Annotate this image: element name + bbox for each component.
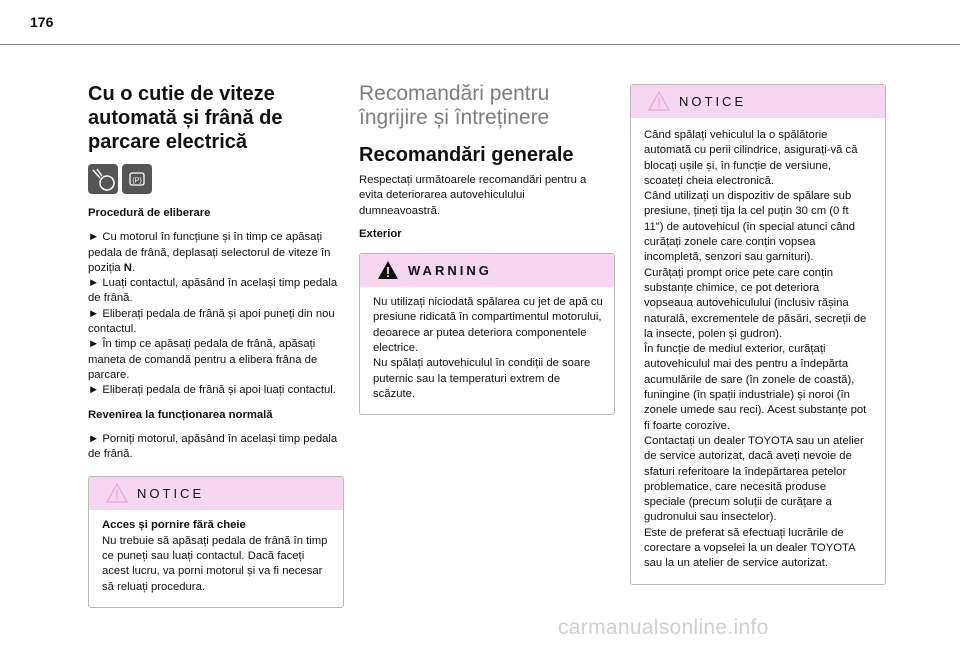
column-3 bbox=[630, 84, 886, 585]
procedure-title: Procedură de eliberare bbox=[88, 207, 211, 219]
engine-start-hand-icon bbox=[88, 164, 118, 194]
step-4: ► În timp ce apăsați pedala de frână, apăsați maneta de comandă pentru a elibera frâna de parcare. bbox=[88, 338, 318, 381]
warning-text-1: Nu utilizați niciodată spălarea cu jet de apă cu presiune ridicată în compartimentul motorului, deoarece ar putea deteriora componentele electrice. bbox=[373, 296, 603, 355]
notice-icon bbox=[648, 91, 670, 111]
return-title: Revenirea la funcționarea normală bbox=[88, 408, 273, 421]
care-paragraph-3: Curățați prompt orice pete care conțin substanțe chimice, ce pot deteriora vopseaua autovehiculului (inclusiv rășina naturală, excrementele de păsări, secreții de la insecte, polen și gudron). bbox=[644, 266, 867, 340]
step-2: ► Luați contactul, apăsând în același timp pedala de frână. bbox=[88, 277, 338, 305]
page-number: 176 bbox=[30, 14, 54, 30]
icon-row bbox=[88, 164, 344, 194]
general-heading: Recomandări generale bbox=[359, 144, 574, 166]
top-rule bbox=[0, 44, 960, 45]
care-section-heading: Recomandări pentru îngrijire și întreținere bbox=[359, 82, 550, 129]
exterior-title: Exterior bbox=[359, 227, 402, 240]
svg-text:(P): (P) bbox=[132, 177, 142, 185]
column-2 bbox=[359, 82, 615, 415]
warning-label: WARNING bbox=[408, 263, 492, 279]
step-5: ► Eliberați pedala de frână și apoi luați contactul. bbox=[88, 384, 336, 397]
care-paragraph-4: În funcție de mediul exterior, curățați autovehiculul mai des pentru a îndepărta acumulările de sare (în zonele de coastă), funingine (în spații industriale) și noroi (în zonele umede sau reci). Acest substanțe pot fi foarte corozive. bbox=[644, 343, 867, 432]
care-paragraph-1: Când spălați vehiculul la o spălătorie automată cu perii cilindrice, asigurați-vă că blocați ușile și, în funcție de versiune, scoateți cheia electronică. bbox=[644, 129, 858, 187]
intro-text: Respectați următoarele recomandări pentru a evita deteriorarea autovehiculului dumneavoastră. bbox=[359, 174, 587, 217]
care-paragraph-6: Este de preferat să efectuați lucrările de corectare a vopselei la un dealer TOYOTA sau la un atelier de service autorizat. bbox=[644, 526, 855, 570]
notice-box-care bbox=[630, 84, 886, 585]
section-heading: Cu o cutie de viteze automată și frână de parcare electrică bbox=[88, 83, 283, 153]
notice-header bbox=[89, 477, 343, 510]
notice-text: Nu trebuie să apăsați pedala de frână în timp ce puneți sau luați contactul. Dacă faceți acest lucru, va porni motorul și va fi necesar să reluați procedura. bbox=[102, 534, 328, 593]
notice-body bbox=[89, 510, 343, 606]
watermark: carmanualsonline.info bbox=[558, 616, 769, 639]
care-paragraph-2: Când utilizați un dispozitiv de spălare sub presiune, țineți tija la cel puțin 30 cm (0 ft 11") de autovehicul (în special atunci când curățați zonele care conțin vopsea incompletă, senzori sau garnituri). bbox=[644, 190, 856, 264]
return-step: ► Porniți motorul, apăsând în același timp pedala de frână. bbox=[88, 432, 338, 461]
procedure-steps bbox=[88, 230, 344, 398]
step-1: ► Cu motorul în funcțiune și în timp ce apăsați pedala de frână, deplasați selectorul de viteze în poziția N. bbox=[88, 231, 331, 274]
parking-brake-icon bbox=[122, 164, 152, 194]
care-paragraph-5: Contactați un dealer TOYOTA sau un atelier de service autorizat, dacă aveți nevoie de sfaturi referitoare la îndepărtarea petelor problematice, care necesită produse speciale (precum soluții de curățare a gudronului sau insectelor). bbox=[644, 434, 864, 524]
notice-label: NOTICE bbox=[137, 486, 205, 502]
step-3: ► Eliberați pedala de frână și apoi puneți din nou contactul. bbox=[88, 307, 335, 336]
notice-icon bbox=[106, 483, 128, 503]
warning-header bbox=[360, 254, 614, 287]
warning-box bbox=[359, 253, 615, 415]
notice-care-header bbox=[631, 85, 885, 118]
warning-icon bbox=[377, 260, 399, 280]
notice-care-body bbox=[631, 118, 885, 584]
notice-title: Acces și pornire fără cheie bbox=[102, 519, 246, 532]
column-1 bbox=[88, 82, 344, 608]
notice-care-label: NOTICE bbox=[679, 94, 747, 109]
warning-text-2: Nu spălați autovehiculul în condiții de soare puternic sau la temperaturi extrem de scăzute. bbox=[373, 357, 591, 400]
notice-box bbox=[88, 476, 344, 607]
warning-body bbox=[360, 287, 614, 414]
